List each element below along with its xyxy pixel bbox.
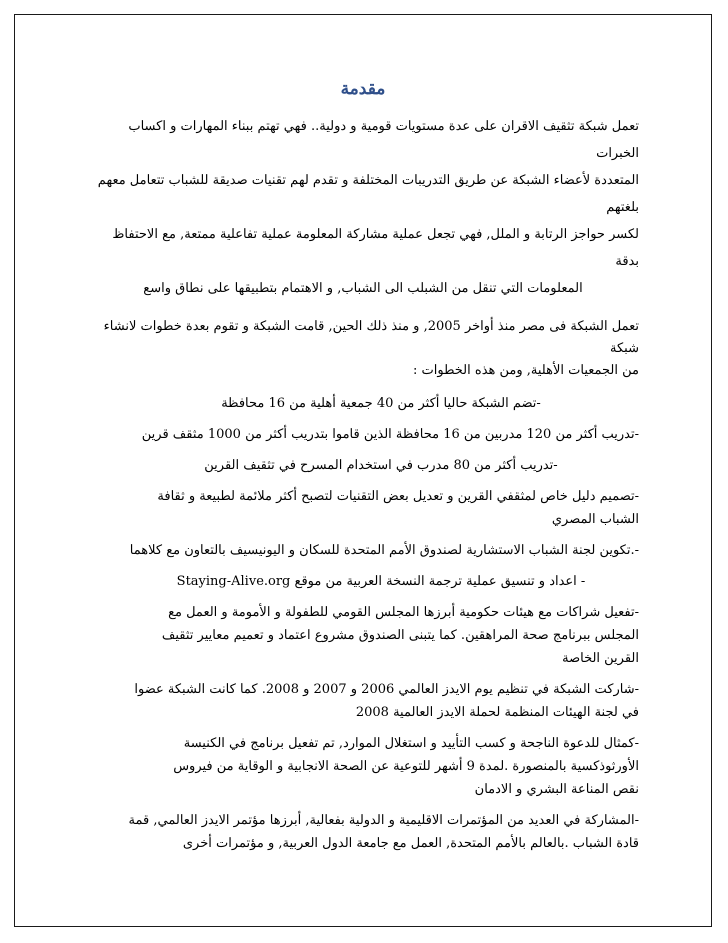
- list-item-line: المجلس ببرنامج صحة المراهقين. كما يتبنى الصندوق مشروع اعتماد و تعميم معايير تثقيف: [161, 628, 639, 643]
- document-content: [87, 77, 639, 863]
- document-page: [14, 14, 712, 927]
- list-item-line: -.تكوين لجنة الشباب الاستشارية لصندوق الأمم المتحدة للسكان و اليونيسيف بالتعاون مع كلاهما: [129, 543, 639, 558]
- list-item: [123, 392, 639, 415]
- intro-paragraph: [87, 113, 639, 302]
- intro-line: تعمل شبكة تثقيف الاقران على عدة مستويات قومية و دولية.. فهي تهتم ببناء المهارات و اكساب الخبرات: [128, 119, 639, 161]
- list-item-line: -كمثال للدعوة الناجحة و كسب التأييد و استغلال الموارد, تم تفعيل برنامج في الكنيسة: [183, 736, 639, 751]
- history-paragraph: [87, 316, 639, 382]
- list-item-line: قادة الشباب .بالعالم بالأمم المتحدة, العمل مع جامعة الدول العربية, و مؤتمرات أخرى: [182, 836, 639, 851]
- list-item-line: -تفعيل شراكات مع هيئات حكومية أبرزها المجلس القومي للطفولة و الأمومة و العمل مع: [168, 605, 639, 620]
- list-item-line: -المشاركة في العديد من المؤتمرات الاقليمية و الدولية بفعالية, أبرزها مؤتمر الايدز العالمي, قمة: [128, 813, 639, 828]
- history-line: تعمل الشبكة فى مصر منذ أواخر 2005, و منذ ذلك الحين, قامت الشبكة و تقوم بعدة خطوات لانشاء شبكة: [103, 319, 639, 356]
- list-item-line: - اعداد و تنسيق عملية ترجمة النسخة العربية من موقع: [294, 574, 586, 589]
- list-item: [123, 423, 639, 446]
- list-item-line: -تدريب أكثر من 120 مدربين من 16 محافظة الذين قاموا بتدريب أكثر من 1000 مثقف قرين: [141, 427, 639, 442]
- list-item: [123, 570, 639, 593]
- intro-line: لكسر حواجز الرتابة و الملل, فهي تجعل عملية مشاركة المعلومة عملية تفاعلية ممتعة, مع الاحتفاظ بدقة: [112, 227, 639, 269]
- list-item: [123, 732, 639, 801]
- list-item: [123, 678, 639, 724]
- steps-list: [87, 392, 639, 855]
- intro-line: المعلومات التي تنقل من الشبلب الى الشباب, و الاهتمام بتطبيقها على نطاق واسع: [143, 281, 583, 296]
- list-item: [123, 809, 639, 855]
- list-item-line: -تصميم دليل خاص لمثقفي القرين و تعديل بعض التقنيات لتصبح أكثر ملائمة لطبيعة و ثقافة: [157, 489, 639, 504]
- list-item-line: نقص المناعة البشري و الادمان: [474, 782, 639, 797]
- history-line: من الجمعيات الأهلية, ومن هذه الخطوات :: [413, 363, 639, 378]
- list-item-line: -تضم الشبكة حاليا أكثر من 40 جمعية أهلية من 16 محافظة: [221, 396, 541, 411]
- list-item-line: -شاركت الشبكة في تنظيم يوم الايدز العالمي 2006 و 2007 و 2008. كما كانت الشبكة عضوا: [134, 682, 639, 697]
- list-item-line: الأورثوذكسية بالمنصورة .لمدة 9 أشهر للتوعية عن الصحة الانجابية و الوقاية من فيروس: [173, 759, 639, 774]
- page-title: مقدمة: [340, 79, 386, 99]
- list-item: [123, 601, 639, 670]
- list-item-line: في لجنة الهيئات المنظمة لحملة الايدز العالمية 2008: [355, 705, 639, 720]
- list-item-line: القرين الخاصة: [562, 651, 639, 666]
- list-item: [123, 454, 639, 477]
- list-item-line: الشباب المصري: [551, 512, 639, 527]
- website-name: Staying-Alive.org: [176, 574, 291, 589]
- intro-line: المتعددة لأعضاء الشبكة عن طريق التدريبات المختلفة و تقدم لهم تقنيات صديقة للشباب تتعامل معهم بلغتهم: [97, 173, 639, 215]
- list-item: [123, 539, 639, 562]
- list-item-line: -تدريب أكثر من 80 مدرب في استخدام المسرح في تثقيف القرين: [204, 458, 558, 473]
- list-item: [123, 485, 639, 531]
